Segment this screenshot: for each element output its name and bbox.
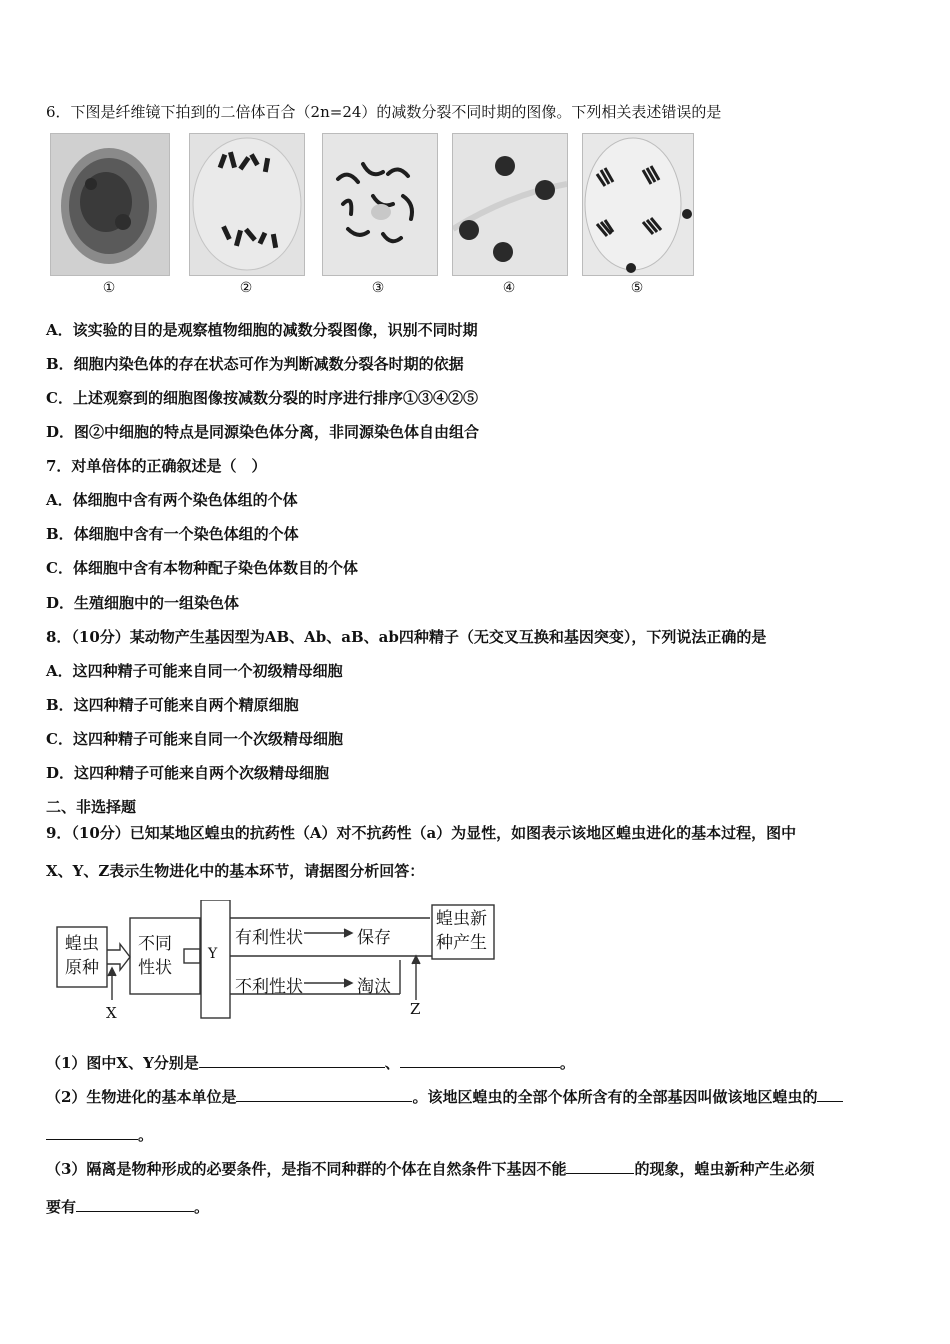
box-new-species: [436, 907, 487, 955]
label-keep: 保存: [357, 928, 391, 948]
q7-stem: 7．对单倍体的正确叙述是（ ）: [46, 457, 267, 475]
part2-text-b: 。该地区蝗虫的全部个体所含有的全部基因叫做该地区蝗虫的: [412, 1088, 818, 1106]
box-locust-original: [65, 932, 99, 980]
q9-part3: [46, 1159, 814, 1179]
q6-option-d: D．图②中细胞的特点是同源染色体分离，非同源染色体自由组合: [46, 423, 480, 441]
box2-line2: 性状: [138, 958, 172, 978]
figure-label-3: ③: [371, 280, 385, 296]
label-y: Y: [208, 946, 218, 962]
q6-option-b: B．细胞内染色体的存在状态可作为判断减数分裂各时期的依据: [46, 355, 464, 373]
q9-stem-line1: 9．（10分）已知某地区蝗虫的抗药性（A）对不抗药性（a）为显性，如图表示该地区蝗虫进化的基本过程，图中: [46, 824, 797, 842]
q6-stem: 6．下图是纤维镜下拍到的二倍体百合（2n=24）的减数分裂不同时期的图像。下列相关表述错误的是: [46, 103, 722, 121]
box-different-traits: [138, 932, 172, 980]
box2-line1: 不同: [138, 934, 172, 954]
part3-end: 。: [194, 1198, 210, 1216]
q7-option-c: C．体细胞中含有本物种配子染色体数目的个体: [46, 559, 358, 577]
part3-text-c: 要有: [46, 1198, 77, 1216]
micrograph-2: [189, 133, 305, 276]
evolution-diagram: [54, 900, 504, 1025]
q9-part3-cont: [46, 1197, 209, 1217]
part1-text: （1）图中X、Y分别是: [46, 1054, 199, 1072]
new-species-line1: 蝗虫新: [436, 909, 487, 929]
label-bad-trait: 不利性状: [235, 977, 303, 997]
micrograph-figure: [50, 133, 710, 303]
answer-blank-x[interactable]: [199, 1053, 385, 1068]
figure-label-2: ②: [239, 280, 253, 296]
label-z: Z: [410, 1000, 421, 1018]
box1-line2: 原种: [65, 958, 99, 978]
part3-text-a: （3）隔离是物种形成的必要条件，是指不同种群的个体在自然条件下基因不能: [46, 1160, 567, 1178]
q9-part2-cont: [46, 1125, 153, 1145]
q9-part1: [46, 1053, 575, 1073]
part2-end: 。: [138, 1126, 154, 1144]
label-eliminate: 淘汰: [357, 977, 391, 997]
part3-text-b: 的现象，蝗虫新种产生必须: [634, 1160, 815, 1178]
q7-option-d: D．生殖细胞中的一组染色体: [46, 594, 240, 612]
figure-label-5: ⑤: [630, 280, 644, 296]
micrograph-5: [582, 133, 694, 276]
part1-separator: 、: [384, 1054, 400, 1072]
label-x: X: [106, 1004, 117, 1022]
q6-option-a: A．该实验的目的是观察植物细胞的减数分裂图像，识别不同时期: [46, 321, 478, 339]
micrograph-3: [322, 133, 438, 276]
figure-label-1: ①: [102, 280, 116, 296]
answer-blank-y[interactable]: [400, 1053, 560, 1068]
answer-blank-isolation[interactable]: [76, 1197, 194, 1212]
answer-blank-gene-flow[interactable]: [566, 1159, 634, 1174]
answer-blank-unit[interactable]: [236, 1087, 412, 1102]
micrograph-4: [452, 133, 568, 276]
q8-option-b: B．这四种精子可能来自两个精原细胞: [46, 696, 299, 714]
q8-option-d: D．这四种精子可能来自两个次级精母细胞: [46, 764, 330, 782]
q9-stem-line2: X、Y、Z表示生物进化中的基本环节，请据图分析回答：: [46, 862, 425, 880]
q8-stem: 8．（10分）某动物产生基因型为AB、Ab、aB、ab四种精子（无交叉互换和基因突变），下列说法正确的是: [46, 628, 767, 646]
q6-option-c: C．上述观察到的细胞图像按减数分裂的时序进行排序①③④②⑤: [46, 389, 478, 407]
new-species-line2: 种产生: [436, 933, 487, 953]
q9-part2: [46, 1087, 843, 1107]
q8-option-c: C．这四种精子可能来自同一个次级精母细胞: [46, 730, 343, 748]
section-heading: 二、非选择题: [46, 798, 137, 816]
figure-label-4: ④: [502, 280, 516, 296]
micrograph-1: [50, 133, 170, 276]
part2-text-a: （2）生物进化的基本单位是: [46, 1088, 237, 1106]
label-good-trait: 有利性状: [235, 928, 303, 948]
answer-blank-genepool-b[interactable]: [46, 1125, 138, 1140]
q8-option-a: A．这四种精子可能来自同一个初级精母细胞: [46, 662, 343, 680]
q7-option-a: A．体细胞中含有两个染色体组的个体: [46, 491, 298, 509]
box1-line1: 蝗虫: [65, 934, 99, 954]
q7-option-b: B．体细胞中含有一个染色体组的个体: [46, 525, 299, 543]
answer-blank-genepool-a[interactable]: [817, 1087, 843, 1102]
part1-end: 。: [559, 1054, 575, 1072]
